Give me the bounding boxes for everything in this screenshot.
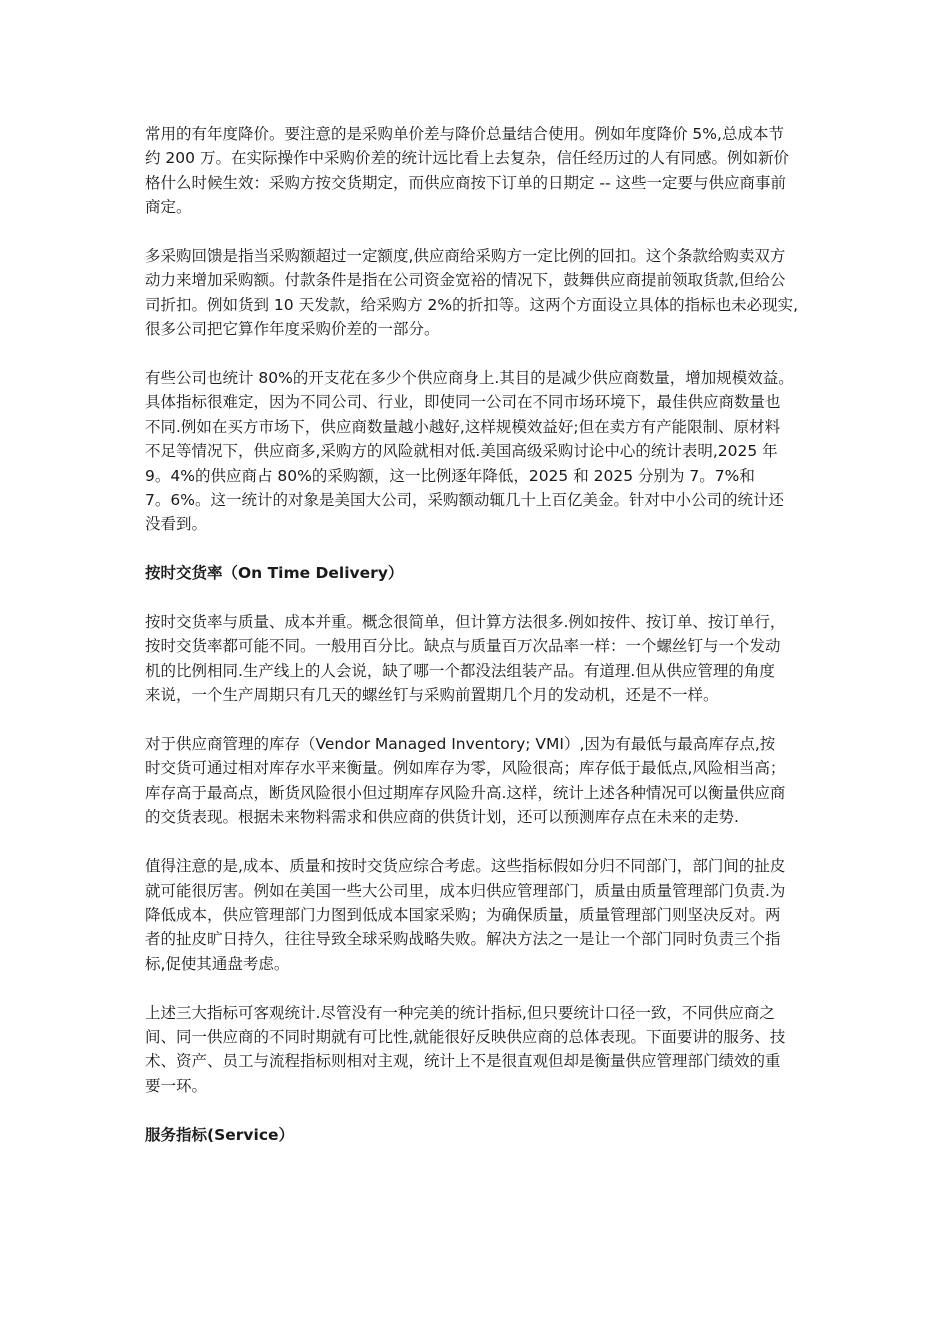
heading-on-time-delivery: 按时交货率（On Time Delivery）: [145, 564, 404, 583]
paragraph-on-time-delivery: 按时交货率与质量、成本并重。概念很简单，但计算方法很多.例如按件、按订单、按订单行， 按时交货率都可能不同。一般用百分比。缺点与质量百万次品率一样：一个螺丝钉与一个发动 机的比例相同.生产线上的人会说，缺了哪一个都没法组装产品。有道理.但从供应管理的角度 来说，一个生产周期只有几天的螺丝钉与采购前置期几个月的发动机，还是不一样。: [145, 613, 786, 705]
heading-service: 服务指标(Service）: [145, 1125, 295, 1144]
paragraph-objective-metrics: 上述三大指标可客观统计.尽管没有一种完美的统计指标,但只要统计口径一致，不同供应商之 间、同一供应商的不同时期就有可比性,就能很好反映供应商的总体表现。下面要讲的服务、技 术、资产、员工与流程指标则相对主观，统计上不是很直观但却是衡量供应管理部门绩效的重 要一环。: [145, 1003, 786, 1095]
paragraph-supplier-concentration: 有些公司也统计 80%的开支花在多少个供应商身上.其目的是减少供应商数量，增加规模效益。 具体指标很难定，因为不同公司、行业，即使同一公司在不同市场环境下，最佳供应商数量也 不同.例如在买方市场下，供应商数量越小越好,这样规模效益好;但在卖方有产能限制、原材料 不足等情况下，供应商多,采购方的风险就相对低.美国高级采购讨论中心的统计表明,2025 年 9。4%的供应商占 80%的采购额，这一比例逐年降低，2025 和 2025 分别为 7。7%和 7。6%。这一统计的对象是美国大公司，采购额动辄几十上百亿美金。针对中小公司的统计还 没看到。: [145, 369, 794, 534]
paragraph-volume-rebate: 多采购回馈是指当采购额超过一定额度,供应商给采购方一定比例的回扣。这个条款给购卖双方 动力来增加采购额。付款条件是指在公司资金宽裕的情况下，鼓舞供应商提前领取货款,但给公 司折扣。例如货到 10 天发款，给采购方 2%的折扣等。这两个方面设立具体的指标也未必现实, 很多公司把它算作年度采购价差的一部分。: [145, 247, 799, 339]
paragraph-annual-price-reduction: 常用的有年度降价。要注意的是采购单价差与降价总量结合使用。例如年度降价 5%,总成本节 约 200 万。在实际操作中采购价差的统计远比看上去复杂，信任经历过的人有同感。例如新价 格什么时候生效：采购方按交货期定，而供应商按下订单的日期定 -- 这些一定要与供应商事前 商定。: [145, 125, 789, 217]
paragraph-vmi: 对于供应商管理的库存（Vendor Managed Inventory; VMI）,因为有最低与最高库存点,按 时交货可通过相对库存水平来衡量。例如库存为零，风险很高；库存低于最低点,风险相当高； 库存高于最高点，断货风险很小但过期库存风险升高.这样，统计上述各种情况可以衡量供应商 的交货表现。根据未来物料需求和供应商的供货计划，还可以预测库存点在未来的走势.: [145, 735, 786, 827]
paragraph-combined-metrics: 值得注意的是,成本、质量和按时交货应综合考虑。这些指标假如分归不同部门，部门间的扯皮 就可能很厉害。例如在美国一些大公司里，成本归供应管理部门，质量由质量管理部门负责.为 降低成本，供应管理部门力图到低成本国家采购；为确保质量，质量管理部门则坚决反对。两 者的扯皮旷日持久，往往导致全球采购战略失败。解决方法之一是让一个部门同时负责三个指 标,促使其通盘考虑。: [145, 857, 786, 973]
document-page: [145, 122, 815, 1171]
